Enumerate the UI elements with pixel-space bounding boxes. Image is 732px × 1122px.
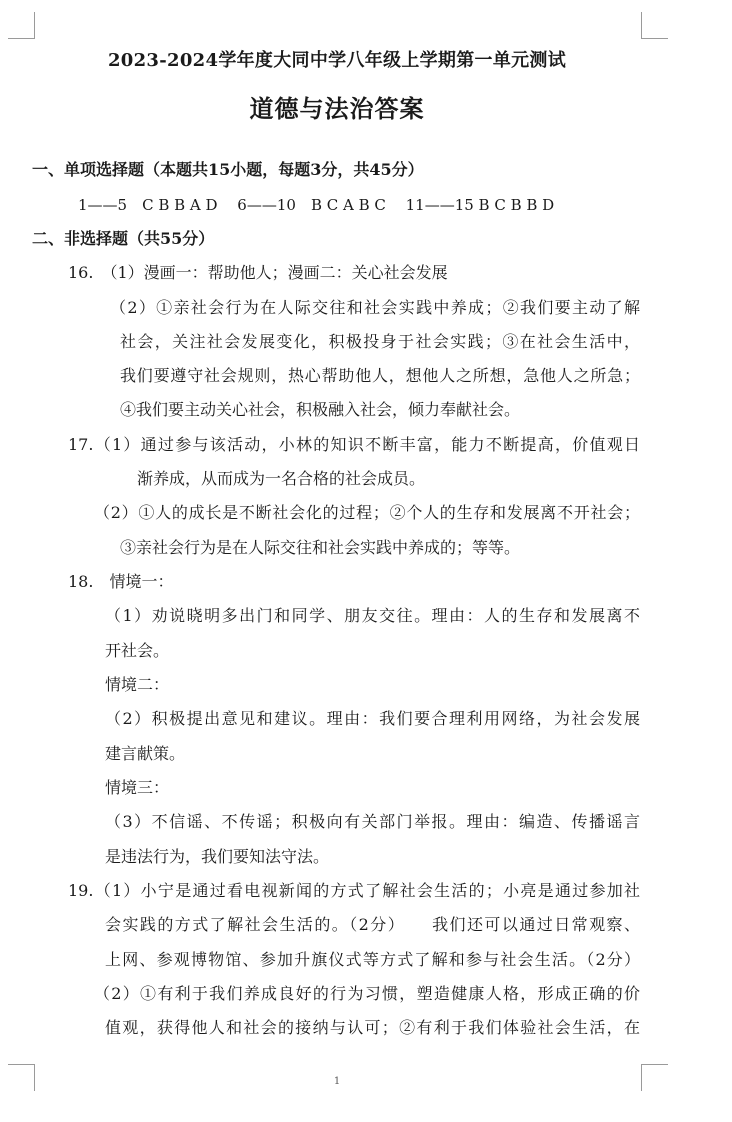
crop-mark-top-right [641, 12, 668, 39]
answer-line: ④我们要主动关心社会，积极融入社会，倾力奉献社会。 [120, 400, 521, 419]
answer-line: 渐养成，从而成为一名合格的社会成员。 [137, 469, 426, 488]
answer-line: 情境二： [105, 675, 170, 694]
answer-line: 是违法行为，我们要知法守法。 [105, 847, 330, 866]
answer-line: 上网、参观博物馆、参加升旗仪式等方式了解和参与社会生活。（2分） [105, 950, 640, 969]
answer-line: （3）不信谣、不传谣；积极向有关部门举报。理由：编造、传播谣言 [105, 812, 640, 831]
answer-line: （1）劝说晓明多出门和同学、朋友交往。理由：人的生存和发展离不 [105, 606, 640, 625]
answer-line: 情境三： [105, 778, 170, 797]
answer-line: 值观，获得他人和社会的接纳与认可；②有利于我们体验社会生活，在 [105, 1018, 640, 1037]
section-heading-non-choice: 二、非选择题（共55分） [32, 229, 215, 248]
answer-line: （2）积极提出意见和建议。理由：我们要合理利用网络，为社会发展 [105, 709, 640, 728]
page-number: 1 [333, 1076, 341, 1087]
answer-line: 社会，关注社会发展变化，积极投身于社会实践；③在社会生活中， [120, 332, 640, 351]
answer-line: 19.（1）小宁是通过看电视新闻的方式了解社会生活的；小亮是通过参加社 [68, 881, 640, 900]
answer-line-choices: 1——5 C B B A D 6——10 B C A B C 11——15 B C B B D [78, 196, 555, 214]
answer-line: 16. （1）漫画一：帮助他人；漫画二：关心社会发展 [68, 263, 448, 282]
answer-line: 建言献策。 [105, 744, 186, 763]
answer-line: 开社会。 [105, 641, 170, 660]
answer-line: 我们要遵守社会规则，热心帮助他人，想他人之所想，急他人之所急； [120, 366, 640, 385]
section-heading-single-choice: 一、单项选择题（本题共15小题，每题3分，共45分） [32, 160, 424, 179]
answer-line: 17.（1）通过参与该活动，小林的知识不断丰富，能力不断提高，价值观日 [68, 435, 640, 454]
answer-line: 会实践的方式了解社会生活的。（2分） 我们还可以通过日常观察、 [105, 915, 640, 934]
answer-line: ③亲社会行为是在人际交往和社会实践中养成的；等等。 [120, 538, 521, 557]
answer-line: （2）①亲社会行为在人际交往和社会实践中养成；②我们要主动了解 [110, 298, 640, 317]
document-title: 2023-2024学年度大同中学八年级上学期第一单元测试 [107, 50, 567, 71]
document-subtitle: 道德与法治答案 [249, 94, 425, 123]
answer-line: 18. 情境一： [68, 572, 174, 591]
answer-line: （2）①人的成长是不断社会化的过程；②个人的生存和发展离不开社会； [94, 503, 640, 522]
crop-mark-top-left [8, 12, 35, 39]
answer-line: （2）①有利于我们养成良好的行为习惯，塑造健康人格，形成正确的价 [94, 984, 640, 1003]
